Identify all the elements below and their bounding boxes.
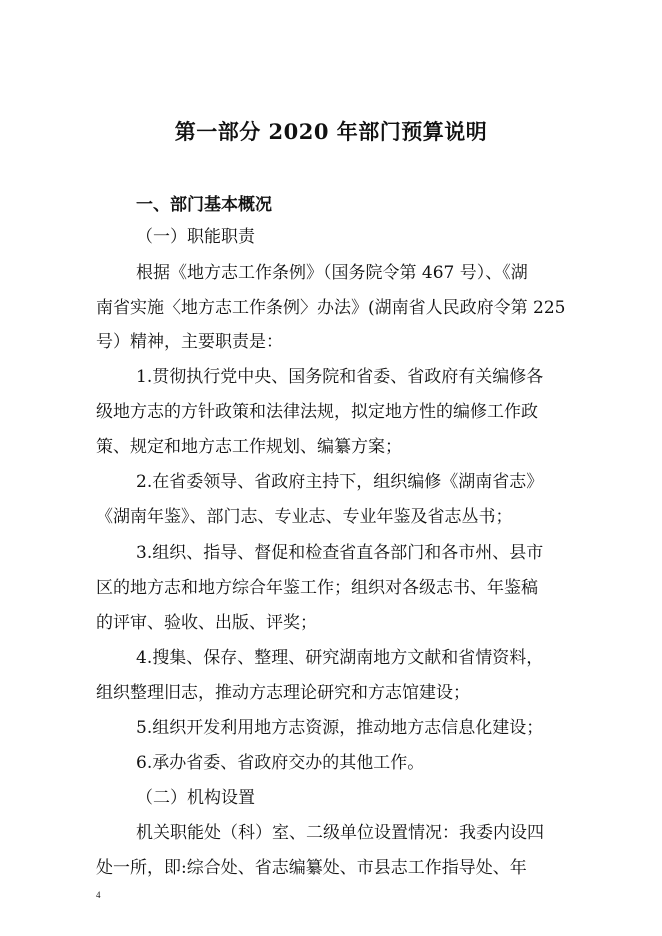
paragraph-line: 3.组织、指导、督促和检查省直各部门和各市州、县市 — [136, 543, 544, 563]
paragraph-line: 1.贯彻执行党中央、国务院和省委、省政府有关编修各 — [136, 367, 544, 387]
subsection-heading: （二）机构设置 — [136, 788, 255, 808]
page-number: 4 — [96, 890, 101, 900]
paragraph-line: 南省实施〈地方志工作条例〉办法》(湖南省人民政府令第 225 — [96, 298, 566, 318]
paragraph-line: 级地方志的方针政策和法律法规，拟定地方性的编修工作政 — [96, 402, 538, 422]
paragraph-line: 2.在省委领导、省政府主持下，组织编修《湖南省志》 — [136, 472, 544, 492]
section-heading: 一、部门基本概况 — [136, 195, 272, 215]
paragraph-line: 策、规定和地方志工作规划、编纂方案； — [96, 437, 402, 457]
subsection-heading: （一）职能职责 — [136, 227, 255, 247]
paragraph-line: 5.组织开发利用地方志资源，推动地方志信息化建设； — [136, 718, 544, 738]
paragraph-line: 4.搜集、保存、整理、研究湖南地方文献和省情资料， — [136, 648, 544, 668]
paragraph-line: 的评审、验收、出版、评奖； — [96, 613, 317, 633]
paragraph-line: 处一所，即:综合处、省志编纂处、市县志工作指导处、年 — [96, 858, 527, 878]
paragraph-line: 6.承办省委、省政府交办的其他工作。 — [136, 753, 425, 773]
paragraph-line: 根据《地方志工作条例》（国务院令第 467 号）、《湖 — [136, 263, 528, 283]
paragraph-line: 机关职能处（科）室、二级单位设置情况：我委内设四 — [136, 823, 544, 843]
paragraph-line: 区的地方志和地方综合年鉴工作；组织对各级志书、年鉴稿 — [96, 578, 538, 598]
paragraph-line: 《湖南年鉴》、部门志、专业志、专业年鉴及省志丛书； — [96, 507, 513, 527]
paragraph-line: 号）精神，主要职责是： — [96, 332, 283, 352]
paragraph-line: 组织整理旧志，推动方志理论研究和方志馆建设； — [96, 683, 470, 703]
page-title: 第一部分 2020 年部门预算说明 — [174, 119, 488, 144]
